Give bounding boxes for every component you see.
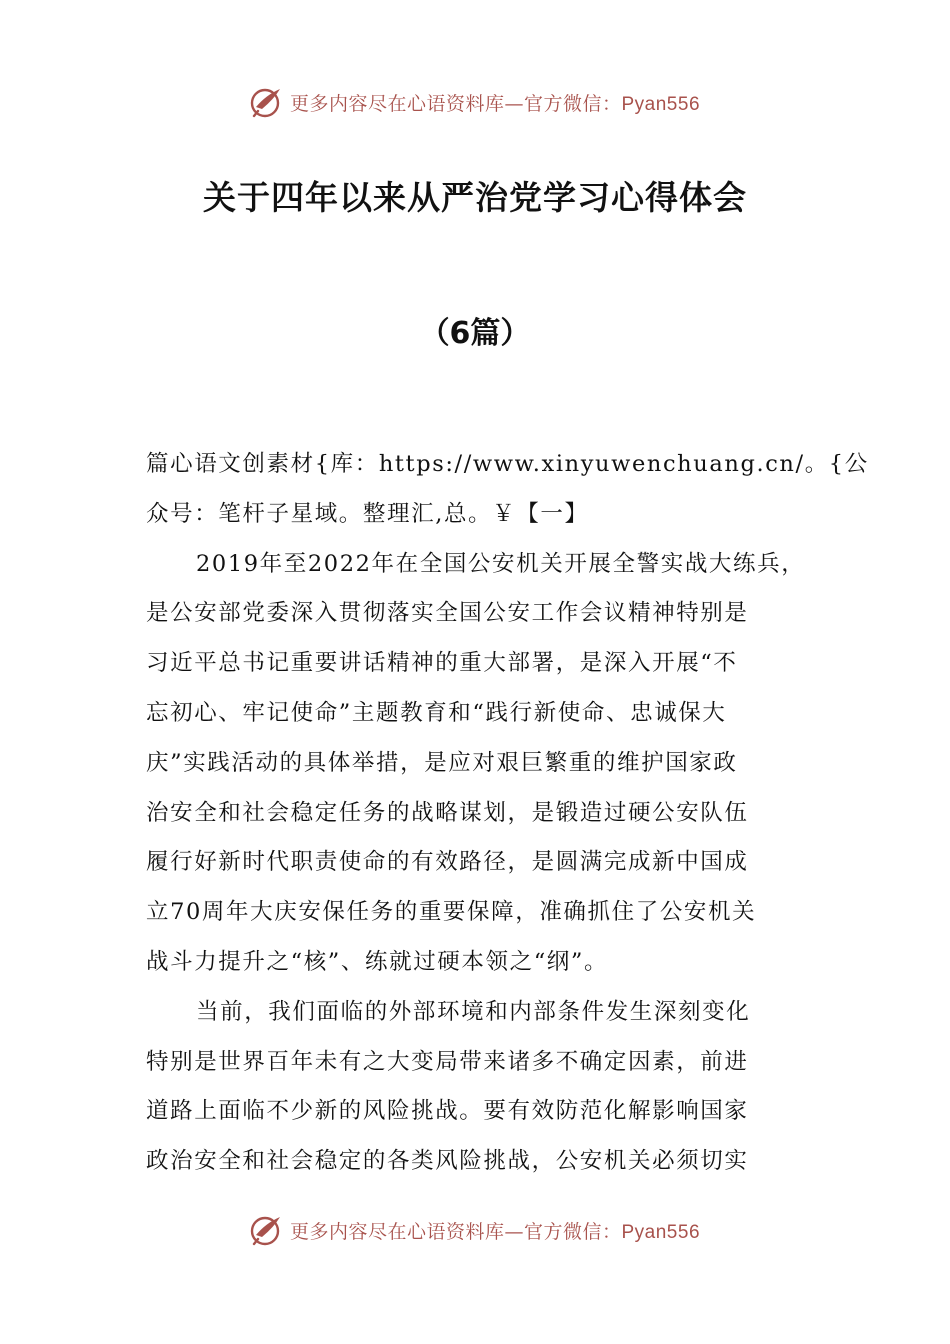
document-body <box>146 440 869 1187</box>
paragraph2-line: 特别是世界百年未有之大变局带来诸多不确定因素，前进 <box>146 1048 749 1075</box>
document-subtitle: （6篇） <box>419 316 531 351</box>
paragraph1-line: 忘初心、牢记使命”主题教育和“践行新使命、忠诚保大 <box>146 699 727 726</box>
quill-pen-logo-icon <box>250 85 284 119</box>
paragraph2-line: 道路上面临不少新的风险挑战。要有效防范化解影响国家 <box>146 1098 749 1125</box>
intro-line: 篇心语文创素材{库：https://www.xinyuwenchuang.cn/。{公 <box>146 451 869 477</box>
footer-banner-text: 更多内容尽在心语资料库—官方微信：Pyan556 <box>289 1220 701 1243</box>
paragraph1-line: 战斗力提升之“核”、练就过硬本领之“纲”。 <box>146 948 609 975</box>
paragraph1-line: 治安全和社会稳定任务的战略谋划，是锻造过硬公安队伍 <box>146 799 749 826</box>
quill-pen-logo-icon <box>250 1213 284 1247</box>
paragraph1-line: 2019年至2022年在全国公安机关开展全警实战大练兵， <box>196 550 806 577</box>
footer-banner <box>0 1210 950 1250</box>
header-banner-text: 更多内容尽在心语资料库—官方微信：Pyan556 <box>289 92 701 115</box>
paragraph2-line: 当前，我们面临的外部环境和内部条件发生深刻变化 <box>196 998 751 1025</box>
header-banner <box>0 82 950 122</box>
document-title: 关于四年以来从严治党学习心得体会 <box>203 178 747 217</box>
header-wechat-id: Pyan556 <box>621 93 701 115</box>
paragraph1-line: 履行好新时代职责使命的有效路径，是圆满完成新中国成 <box>146 849 749 876</box>
paragraph1-line: 习近平总书记重要讲话精神的重大部署，是深入开展“不 <box>146 650 738 677</box>
paragraph1-line: 立70周年大庆安保任务的重要保障，准确抓住了公安机关 <box>146 899 757 926</box>
paragraph2-line: 政治安全和社会稳定的各类风险挑战，公安机关必须切实 <box>146 1148 749 1175</box>
paragraph1-line: 庆”实践活动的具体举措，是应对艰巨繁重的维护国家政 <box>146 749 738 776</box>
paragraph1-line: 是公安部党委深入贯彻落实全国公安工作会议精神特别是 <box>146 600 749 627</box>
footer-wechat-id: Pyan556 <box>621 1221 701 1243</box>
intro-line: 众号：笔杆子星域。整理汇,总。￥【一】 <box>146 500 589 527</box>
